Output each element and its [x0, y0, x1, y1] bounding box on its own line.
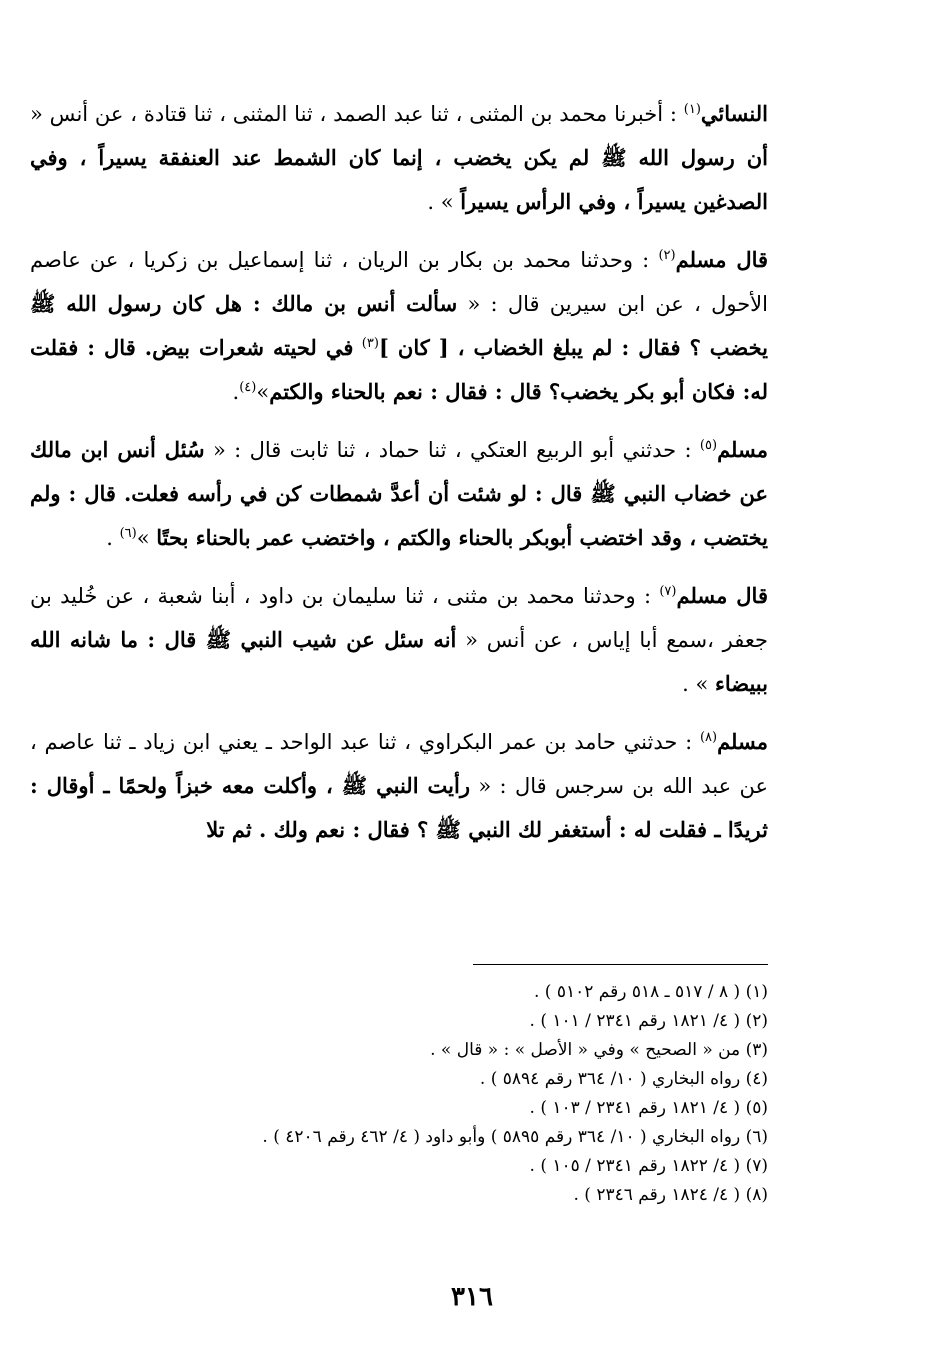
- footnote-separator: [473, 964, 768, 965]
- footnote-mark: (٨): [699, 730, 718, 745]
- paragraph: [30, 720, 768, 852]
- footnote-mark: (١): [683, 102, 701, 117]
- paragraph: [30, 428, 768, 560]
- footnote: (٥) ( ٤/ ١٨٢١ رقم ٢٣٤١ / ١٠٣ ) .: [529, 1098, 768, 1118]
- footnote: (٢) ( ٤/ ١٨٢١ رقم ٢٣٤١ / ١٠١ ) .: [529, 1011, 768, 1031]
- footnote-mark: (٦): [119, 526, 137, 541]
- footnote: (٨) ( ٤/ ١٨٢٤ رقم ٢٣٤٦ ) .: [573, 1185, 768, 1205]
- paragraph: [30, 92, 768, 224]
- hadith-text: في لحيته شعرات بيض. قال : فقلت له: فكان أبو بكر يخضب؟ قال : فقال : نعم بالحناء والكتم: [30, 335, 768, 404]
- isnad-text: : وحدثنا محمد بن بكار بن الريان ، ثنا إسماعيل بن زكريا ، عن عاصم الأحول ، عن ابن سيرين قال : «: [30, 248, 768, 316]
- period: .: [106, 526, 113, 550]
- narrator-head: النسائي: [700, 101, 768, 126]
- footnote-mark: (٤): [239, 380, 257, 395]
- closing-quote: » .: [427, 190, 454, 214]
- isnad-text: : حدثني حامد بن عمر البكراوي ، ثنا عبد الواحد ـ يعني ابن زياد ـ ثنا عاصم ، عن عبد الله بن سرجس قال : «: [30, 730, 768, 798]
- footnote: (٦) رواه البخاري ( ١٠/ ٣٦٤ رقم ٥٨٩٥ ) وأبو داود ( ٤/ ٤٦٢ رقم ٤٢٠٦ ) .: [262, 1127, 768, 1147]
- narrator-head: مسلم: [717, 437, 768, 462]
- hadith-text: سُئل أنس ابن مالك عن خضاب النبي ﷺ قال : لو شئت أن أعدَّ شمطات كن في رأسه فعلت. قال : ولم يختضب ، وقد اختضب أبوبكر بالحناء والكتم ، واختضب عمر بالحناء بحتًا: [30, 437, 768, 550]
- paragraph: [30, 574, 768, 706]
- footnote: (١) ( ٨ / ٥١٧ ـ ٥١٨ رقم ٥١٠٢ ) .: [534, 982, 768, 1002]
- narrator-head: قال مسلم: [675, 247, 769, 272]
- closing-quote: » .: [682, 672, 709, 696]
- hadith-text: سألت أنس بن مالك : هل كان رسول الله ﷺ يخضب ؟ فقال : لم يبلغ الخضاب ، [ كان ]: [30, 291, 768, 360]
- footnote-mark: (٥): [699, 438, 718, 453]
- footnote: (٧) ( ٤/ ١٨٢٢ رقم ٢٣٤١ / ١٠٥ ) .: [529, 1156, 768, 1176]
- closing-quote: »: [136, 526, 150, 550]
- footnotes: [30, 978, 768, 1210]
- footnote: (٣) من « الصحيح » وفي « الأصل » : « قال » .: [430, 1040, 768, 1060]
- narrator-head: قال مسلم: [676, 583, 768, 608]
- isnad-text: : وحدثنا محمد بن مثنى ، ثنا سليمان بن داود ، أبنا شعبة ، عن خُليد بن جعفر ،سمع أبا إياس ، عن أنس «: [30, 584, 768, 652]
- period: .: [232, 380, 240, 404]
- hadith-text: رأيت النبي ﷺ ، وأكلت معه خبزاً ولحمًا ـ أوقال : ثريدًا ـ فقلت له : أستغفر لك النبي ﷺ ؟ فقال : نعم ولك . ثم تلا: [30, 773, 768, 842]
- footnote-mark: (٣): [361, 336, 379, 351]
- footnote-mark: (٢): [658, 248, 676, 263]
- footnote: (٤) رواه البخاري ( ١٠/ ٣٦٤ رقم ٥٨٩٤ ) .: [479, 1069, 768, 1089]
- main-text: [30, 92, 768, 866]
- hadith-text: أن رسول الله ﷺ لم يكن يخضب ، إنما كان الشمط عند العنفقة يسيراً ، وفي الصدغين يسيراً ، وفي الرأس يسيراً: [30, 145, 768, 214]
- isnad-text: : حدثني أبو الربيع العتكي ، ثنا حماد ، ثنا ثابت قال : «: [212, 438, 692, 462]
- paragraph: [30, 238, 768, 414]
- closing-quote: »: [256, 380, 270, 404]
- footnote-mark: (٧): [659, 584, 677, 599]
- page-number: ٣١٦: [451, 1282, 493, 1312]
- hadith-text: أنه سئل عن شيب النبي ﷺ قال : ما شانه الله ببيضاء: [30, 627, 768, 696]
- narrator-head: مسلم: [717, 729, 768, 754]
- isnad-text: : أخبرنا محمد بن المثنى ، ثنا عبد الصمد ، ثنا المثنى ، ثنا قتادة ، عن أنس «: [30, 102, 677, 126]
